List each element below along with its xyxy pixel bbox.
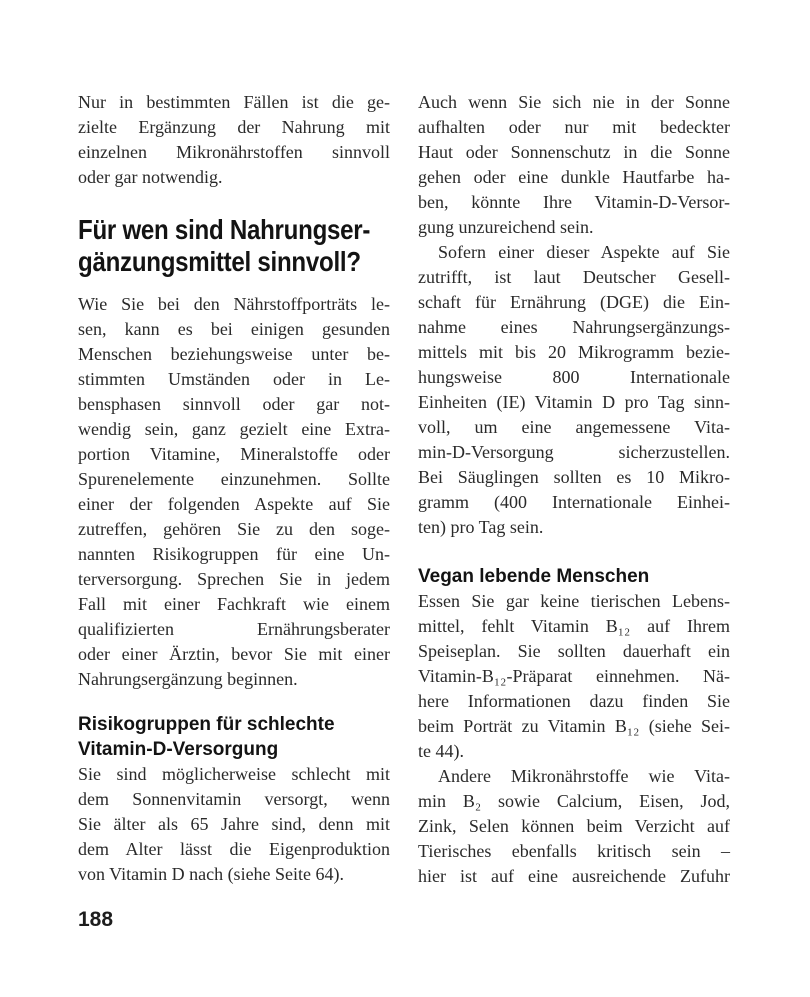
text-line: ten) pro Tag sein. <box>418 517 544 537</box>
text-line: Sofern einer dieser Aspekte auf Sie <box>438 242 730 262</box>
text-line: schaft für Ernährung (DGE) die Ein- <box>418 292 730 312</box>
sun-exposure-paragraph <box>418 90 730 240</box>
text-line: te 44). <box>418 741 464 761</box>
text-line: zielte Ergänzung der Nahrung mit <box>78 117 390 137</box>
vitamin-d-paragraph <box>78 762 390 887</box>
text-line: Auch wenn Sie sich nie in der Sonne <box>418 92 730 112</box>
text-line: einer der folgenden Aspekte auf Sie <box>78 494 390 514</box>
text-line: Menschen beziehungsweise unter be- <box>78 344 390 364</box>
text-line: Einheiten (IE) Vitamin D pro Tag sinn- <box>418 392 730 412</box>
text-line: sen, kann es bei einigen gesunden <box>78 319 390 339</box>
text-line: aufhalten oder nur mit bedeckter <box>418 117 730 137</box>
text-line: bensphasen sinnvoll oder gar not- <box>78 394 390 414</box>
text-line: oder gar notwendig. <box>78 167 223 187</box>
text-line: Bei Säuglingen sollten es 10 Mikro- <box>418 467 730 487</box>
text-line: Sie älter als 65 Jahre sind, denn mit <box>78 814 390 834</box>
text-line: gung unzureichend sein. <box>418 217 594 237</box>
text-line: wendig sein, ganz gezielt eine Extra- <box>78 419 390 439</box>
text-line: portion Vitamine, Mineralstoffe oder <box>78 444 390 464</box>
text-line: zutrifft, ist laut Deutscher Gesell- <box>418 267 730 287</box>
text-line: gänzungsmittel sinnvoll? <box>78 246 361 277</box>
text-line: terversorgung. Sprechen Sie in jedem <box>78 569 390 589</box>
main-paragraph <box>78 292 390 692</box>
text-line: Nahrungsergänzung beginnen. <box>78 669 298 689</box>
vegan-paragraph <box>418 589 730 764</box>
left-column <box>78 90 390 887</box>
text-line: voll, um eine angemessene Vita- <box>418 417 730 437</box>
text-line: Vitamin-B₁₂-Präparat einnehmen. Nä- <box>418 666 730 686</box>
intro-paragraph <box>78 90 390 190</box>
text-line: mittels mit bis 20 Mikrogramm bezie- <box>418 342 730 362</box>
text-line: Wie Sie bei den Nährstoffporträts le- <box>78 294 390 314</box>
text-line: einzelnen Mikronährstoffen sinnvoll <box>78 142 390 162</box>
text-line: Nur in bestimmten Fällen ist die ge- <box>78 92 390 112</box>
text-line: beim Porträt zu Vitamin B₁₂ (siehe Sei- <box>418 716 730 736</box>
text-line: stimmten Umständen oder in Le- <box>78 369 390 389</box>
text-line: min B₂ sowie Calcium, Eisen, Jod, <box>418 791 730 811</box>
text-line: dem Sonnenvitamin versorgt, wenn <box>78 789 390 809</box>
text-line: mittel, fehlt Vitamin B₁₂ auf Ihrem <box>418 616 730 636</box>
text-line: dem Alter lässt die Eigenproduktion <box>78 839 390 859</box>
subheading-vitamin-d-risk-groups <box>78 712 390 762</box>
right-column <box>418 90 730 889</box>
text-line: nahme eines Nahrungsergänzungs- <box>418 317 730 337</box>
text-line: zutreffen, gehören Sie zu den soge- <box>78 519 390 539</box>
text-line: Vitamin-D-Versorgung <box>78 739 279 760</box>
text-line: nannten Risikogruppen für eine Un- <box>78 544 390 564</box>
text-line: Fall mit einer Fachkraft wie einem <box>78 594 390 614</box>
text-line: gramm (400 Internationale Einhei- <box>418 492 730 512</box>
subheading-vegan: Vegan lebende Menschen <box>418 566 650 587</box>
text-line: oder einer Ärztin, bevor Sie mit einer <box>78 644 390 664</box>
text-line: Essen Sie gar keine tierischen Lebens- <box>418 591 730 611</box>
text-line: gehen oder eine dunkle Hautfarbe ha- <box>418 167 730 187</box>
text-line: min-D-Versorgung sicherzustellen. <box>418 442 730 462</box>
text-line: ben, könnte Ihre Vitamin-D-Versor- <box>418 192 730 212</box>
text-line: qualifizierten Ernährungsberater <box>78 619 390 639</box>
text-line: hier ist auf eine ausreichende Zufuhr <box>418 866 730 886</box>
text-line: hungsweise 800 Internationale <box>418 367 730 387</box>
text-line: Tierisches ebenfalls kritisch sein – <box>418 841 730 861</box>
section-heading <box>78 214 390 278</box>
page-number: 188 <box>78 908 114 931</box>
text-line: von Vitamin D nach (siehe Seite 64). <box>78 864 345 884</box>
text-line: Zink, Selen können beim Verzicht auf <box>418 816 730 836</box>
text-line: Andere Mikronährstoffe wie Vita- <box>438 766 730 786</box>
text-line: Spurenelemente einzunehmen. Sollte <box>78 469 390 489</box>
dge-recommendation-paragraph <box>418 240 730 540</box>
text-line: Für wen sind Nahrungser- <box>78 214 371 245</box>
text-line: Risikogruppen für schlechte <box>78 714 335 735</box>
text-line: Speiseplan. Sie sollten dauerhaft ein <box>418 641 730 661</box>
other-nutrients-paragraph <box>418 764 730 889</box>
text-line: here Informationen dazu finden Sie <box>418 691 730 711</box>
text-line: Haut oder Sonnenschutz in die Sonne <box>418 142 730 162</box>
text-line: Sie sind möglicherweise schlecht mit <box>78 764 390 784</box>
